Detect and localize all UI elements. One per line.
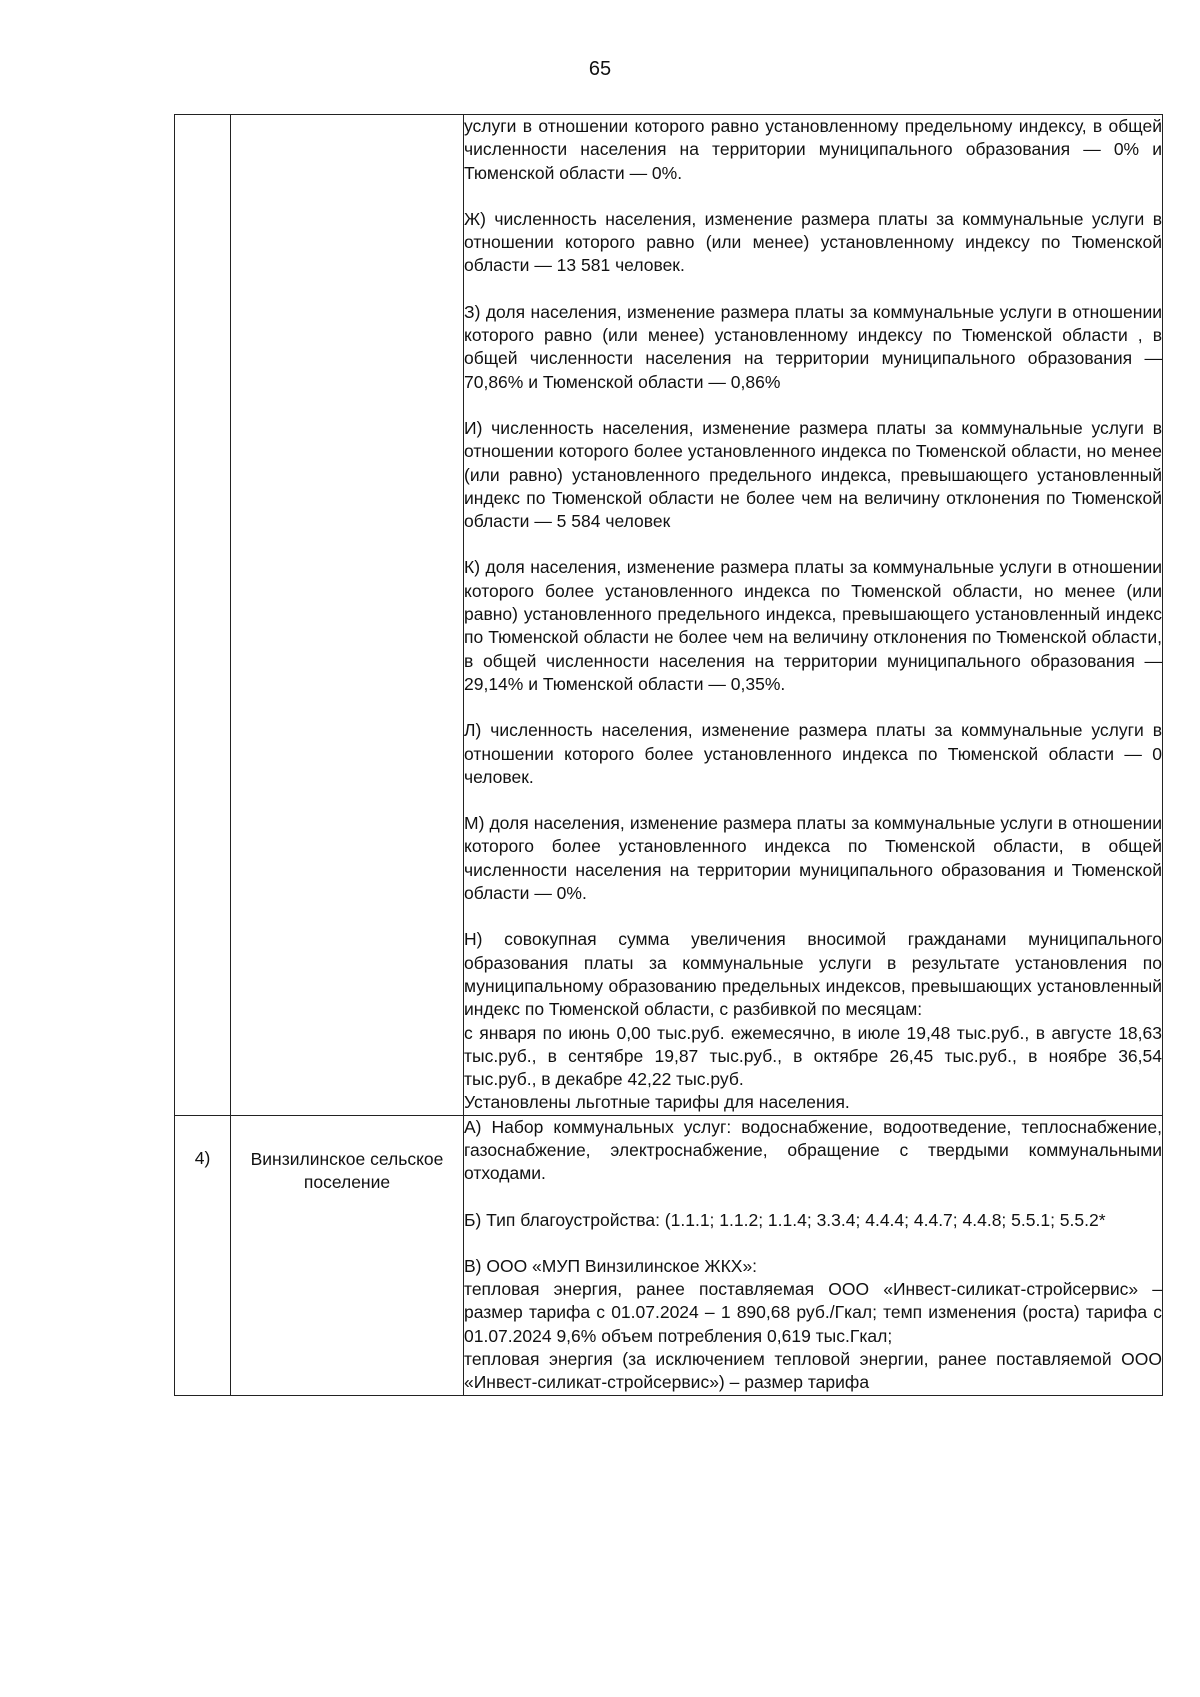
paragraph-n: Н) совокупная сумма увеличения вносимой гражданами муниципального образования платы за коммунальные услуги в результате установления по муниципальному образованию предельных индексов, превышающих установленный индекс по Тюменской области, с разбивкой по месяцам: с января по июнь 0,00 тыс.руб. ежемесячно, в июле 19,48 тыс.руб., в августе 18,63 тыс.руб., в сентябре 19,87 тыс.руб., в октябре 26,45 тыс.руб., в ноябре 36,54 тыс.руб., в декабре 42,22 тыс.руб. Установлены льготные тарифы для населения.	[464, 929, 1162, 1113]
paragraph-m: М) доля населения, изменение размера платы за коммунальные услуги в отношении которого более установленного индекса по Тюменской области, в общей численности населения на территории муниципального образования и Тюменской области — 0%.	[464, 813, 1162, 904]
paragraph-e-continued: услуги в отношении которого равно установленному предельному индексу, в общей численности населения на территории муниципального образования — 0% и Тюменской области — 0%.	[464, 116, 1162, 183]
paragraph-v: В) ООО «МУП Винзилинское ЖКХ»: тепловая энергия, ранее поставляемая ООО «Инвест-силикат-стройсервис» – размер тарифа с 01.07.2024 – 1 890,68 руб./Гкал; темп изменения (роста) тарифа с 01.07.2024 9,6% объем потребления 0,619 тыс.Гкал; тепловая энергия (за исключением тепловой энергии, ранее поставляемой ООО «Инвест-силикат-стройсервис») – размер тарифа	[464, 1255, 1162, 1393]
paragraph-b: Б) Тип благоустройства: (1.1.1; 1.1.2; 1.1.4; 3.3.4; 4.4.4; 4.4.7; 4.4.8; 5.5.1; 5.5.2*	[464, 1209, 1106, 1230]
paragraph-k: К) доля населения, изменение размера платы за коммунальные услуги в отношении которого более установленного индекса по Тюменской области, но менее (или равно) установленного предельного индекса, превышающего установленный индекс по Тюменской области не более чем на величину отклонения по Тюменской области, в общей численности населения на территории муниципального образования — 29,14% и Тюменской области — 0,35%.	[464, 557, 1162, 694]
municipality-name-cell	[231, 115, 464, 1116]
indicators-cell	[464, 115, 1163, 1116]
paragraph-i: И) численность населения, изменение размера платы за коммунальные услуги в отношении которого более установленного индекса по Тюменской области, но менее (или равно) установленного предельного индекса, превышающего установленный индекс по Тюменской области не более чем на величину отклонения по Тюменской области — 5 584 человек	[464, 417, 1162, 532]
row-number-cell: 4)	[175, 1115, 231, 1395]
row-number-cell	[175, 115, 231, 1116]
document-table	[174, 114, 1163, 1396]
table-row	[175, 115, 1163, 1116]
paragraph-zh: Ж) численность населения, изменение размера платы за коммунальные услуги в отношении которого равно (или менее) установленному индексу по Тюменской области — 13 581 человек.	[464, 208, 1162, 276]
municipality-name-cell: Винзилинское сельское поселение	[231, 1115, 464, 1395]
indicators-cell	[464, 1115, 1163, 1395]
page-number: 65	[588, 58, 612, 80]
table-row	[175, 1115, 1163, 1395]
paragraph-z: З) доля населения, изменение размера платы за коммунальные услуги в отношении которого равно (или менее) установленному индексу по Тюменской области , в общей численности населения на территории муниципального образования — 70,86% и Тюменской области — 0,86%	[464, 301, 1162, 392]
paragraph-a: А) Набор коммунальных услуг: водоснабжение, водоотведение, теплоснабжение, газоснабжение, электроснабжение, обращение с твердыми коммунальными отходами.	[464, 1116, 1162, 1184]
paragraph-l: Л) численность населения, изменение размера платы за коммунальные услуги в отношении которого более установленного индекса по Тюменской области — 0 человек.	[464, 720, 1162, 787]
